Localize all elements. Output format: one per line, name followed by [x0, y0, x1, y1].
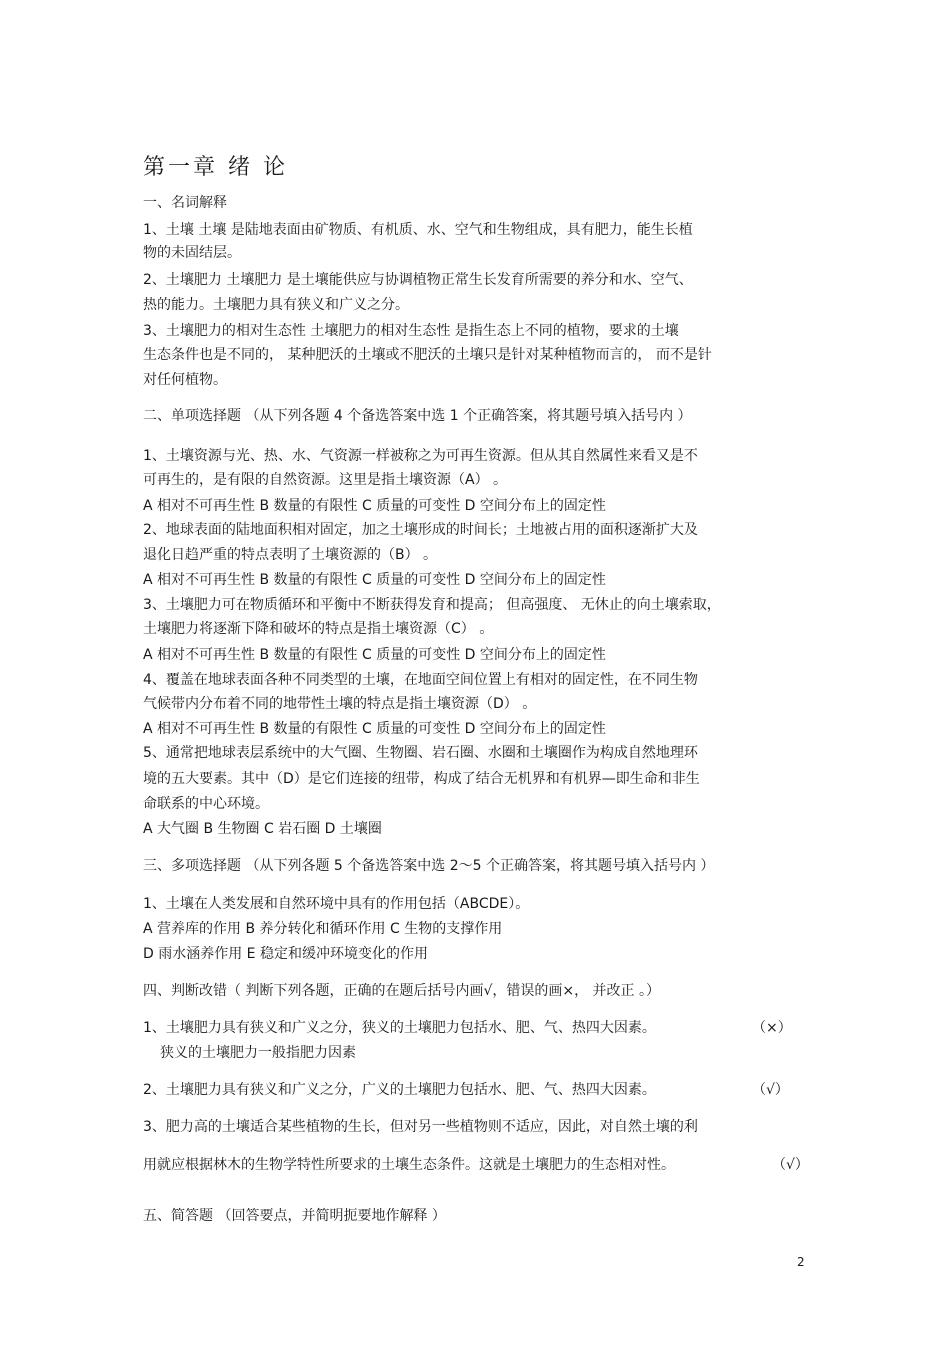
tf-q1-mark: （×）	[752, 1020, 792, 1036]
sc-q4-line-1: 4、覆盖在地球表面各种不同类型的土壤，在地面空间位置上有相对的固定性，在不同生物	[143, 672, 698, 688]
sc-q5-options: A 大气圈 B 生物圈 C 岩石圈 D 土壤圈	[143, 821, 382, 837]
section-heading-multi-choice: 三、多项选择题 （从下列各题 5 个备选答案中选 2～5 个正确答案，将其题号填入括号内 ）	[143, 858, 715, 874]
section-heading-true-false: 四、判断改错（ 判断下列各题，正确的在题后括号内画√，错误的画×， 并改正 。）	[143, 983, 660, 999]
term-3-line-3: 对任何植物。	[143, 372, 227, 388]
sc-q2-line-2: 退化日趋严重的特点表明了土壤资源的（B） 。	[143, 547, 438, 563]
sc-q2-options: A 相对不可再生性 B 数量的有限性 C 质量的可变性 D 空间分布上的固定性	[143, 572, 606, 588]
sc-q1-line-2: 可再生的，是有限的自然资源。这里是指土壤资源（A） 。	[143, 472, 508, 488]
sc-q1-options: A 相对不可再生性 B 数量的有限性 C 质量的可变性 D 空间分布上的固定性	[143, 498, 606, 514]
mc-q1-line: 1、土壤在人类发展和自然环境中具有的作用包括（ABCDE）。	[143, 896, 530, 912]
sc-q3-options: A 相对不可再生性 B 数量的有限性 C 质量的可变性 D 空间分布上的固定性	[143, 647, 606, 663]
tf-q3-line-2: 用就应根据林木的生物学特性所要求的土壤生态条件。这就是土壤肥力的生态相对性。	[143, 1157, 675, 1173]
mc-q1-options-1: A 营养库的作用 B 养分转化和循环作用 C 生物的支撑作用	[143, 921, 503, 937]
sc-q4-line-2: 气候带内分布着不同的地带性土壤的特点是指土壤资源（D） 。	[143, 696, 537, 712]
term-2-line-2: 热的能力。土壤肥力具有狭义和广义之分。	[143, 297, 409, 313]
tf-q2-mark: （√）	[752, 1082, 789, 1098]
tf-q2-line: 2、土壤肥力具有狭义和广义之分，广义的土壤肥力包括水、肥、气、热四大因素。	[143, 1082, 656, 1098]
page-number: 2	[797, 1255, 805, 1269]
term-2-line-1: 2、土壤肥力 土壤肥力 是土壤能供应与协调植物正常生长发育所需要的养分和水、空气、	[143, 272, 693, 288]
section-heading-short-answer: 五、简答题 （回答要点，并简明扼要地作解释 ）	[143, 1208, 446, 1224]
sc-q5-line-2: 境的五大要素。其中（D）是它们连接的纽带，构成了结合无机界和有机界—即生命和非生	[143, 771, 700, 787]
term-3-line-1: 3、土壤肥力的相对生态性 土壤肥力的相对生态性 是指生态上不同的植物，要求的土壤	[143, 323, 679, 339]
sc-q5-line-1: 5、通常把地球表层系统中的大气圈、生物圈、岩石圈、水圈和土壤圈作为构成自然地理环	[143, 745, 698, 761]
term-3-line-2: 生态条件也是不同的， 某种肥沃的土壤或不肥沃的土壤只是针对某种植物而言的， 而不是针	[143, 347, 712, 363]
sc-q2-line-1: 2、地球表面的陆地面积相对固定，加之土壤形成的时间长；土地被占用的面积逐渐扩大及	[143, 522, 698, 538]
sc-q1-line-1: 1、土壤资源与光、热、水、气资源一样被称之为可再生资源。但从其自然属性来看又是不	[143, 448, 698, 464]
sc-q5-line-3: 命联系的中心环境。	[143, 796, 269, 812]
term-1-line-1: 1、土壤 土壤 是陆地表面由矿物质、有机质、水、空气和生物组成，具有肥力，能生长植	[143, 222, 693, 238]
section-heading-single-choice: 二、单项选择题 （从下列各题 4 个备选答案中选 1 个正确答案，将其题号填入括号内 ）	[143, 408, 692, 424]
tf-q1-line: 1、土壤肥力具有狭义和广义之分，狭义的土壤肥力包括水、肥、气、热四大因素。	[143, 1020, 656, 1036]
chapter-title: 第一章 绪 论	[143, 155, 288, 180]
sc-q3-line-1: 3、土壤肥力可在物质循环和平衡中不断获得发育和提高； 但高强度、 无休止的向土壤索取，	[143, 597, 721, 613]
section-heading-terms: 一、名词解释	[143, 195, 227, 211]
sc-q4-options: A 相对不可再生性 B 数量的有限性 C 质量的可变性 D 空间分布上的固定性	[143, 721, 606, 737]
term-1-line-2: 物的未固结层。	[143, 245, 241, 261]
mc-q1-options-2: D 雨水涵养作用 E 稳定和缓冲环境变化的作用	[143, 946, 428, 962]
sc-q3-line-2: 土壤肥力将逐渐下降和破坏的特点是指土壤资源（C） 。	[143, 621, 494, 637]
tf-q1-correction: 狭义的土壤肥力一般指肥力因素	[160, 1045, 356, 1061]
tf-q3-line-1: 3、肥力高的土壤适合某些植物的生长，但对另一些植物则不适应，因此，对自然土壤的利	[143, 1119, 698, 1135]
tf-q3-mark: （√）	[772, 1157, 809, 1173]
